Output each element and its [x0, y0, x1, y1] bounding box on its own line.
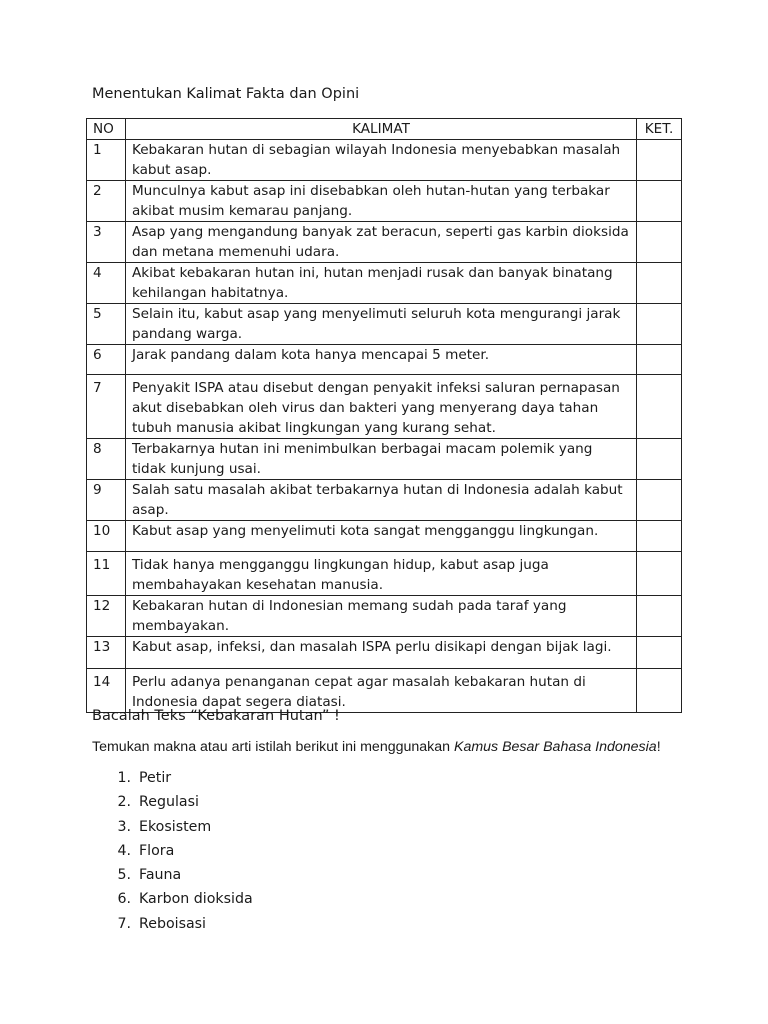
row-number: 6: [87, 345, 126, 375]
row-sentence: Terbakarnya hutan ini menimbulkan berbagai macam polemik yang tidak kunjung usai.: [125, 439, 636, 480]
row-number: 7: [87, 375, 126, 439]
kbbi-instruction-end: !: [656, 739, 661, 755]
row-ket-cell[interactable]: [637, 596, 682, 637]
row-sentence: Kebakaran hutan di Indonesian memang sudah pada taraf yang membayakan.: [125, 596, 636, 637]
list-item: [92, 891, 253, 915]
list-item: [92, 867, 253, 891]
table-row: [87, 375, 682, 439]
list-item: [92, 916, 253, 940]
table-row: [87, 669, 682, 713]
row-ket-cell[interactable]: [637, 375, 682, 439]
row-number: 8: [87, 439, 126, 480]
list-item-number: 3.: [117, 818, 131, 835]
list-item-number: 6.: [117, 891, 131, 908]
row-sentence: Jarak pandang dalam kota hanya mencapai 5 meter.: [125, 345, 636, 375]
list-item-label: Reboisasi: [139, 915, 206, 932]
row-number: 2: [87, 181, 126, 222]
row-sentence: Tidak hanya mengganggu lingkungan hidup, kabut asap juga membahayakan kesehatan manusia.: [125, 552, 636, 596]
table-row: [87, 304, 682, 345]
row-ket-cell[interactable]: [637, 552, 682, 596]
header-no: NO: [87, 119, 126, 140]
row-ket-cell[interactable]: [637, 263, 682, 304]
list-item: [92, 794, 253, 818]
table-row: [87, 552, 682, 596]
list-item-label: Regulasi: [139, 794, 199, 811]
row-number: 14: [87, 669, 126, 713]
row-sentence: Kabut asap, infeksi, dan masalah ISPA perlu disikapi dengan bijak lagi.: [125, 637, 636, 669]
fact-opinion-table: [86, 118, 682, 713]
row-number: 11: [87, 552, 126, 596]
list-item: [92, 843, 253, 867]
table-row: [87, 222, 682, 263]
row-ket-cell[interactable]: [637, 345, 682, 375]
row-ket-cell[interactable]: [637, 480, 682, 521]
list-item-number: 4.: [117, 842, 131, 859]
list-item: [92, 770, 253, 794]
row-number: 1: [87, 140, 126, 181]
table-row: [87, 521, 682, 552]
list-item-label: Fauna: [139, 867, 182, 884]
list-item-label: Flora: [139, 842, 175, 859]
list-item-number: 5.: [117, 867, 131, 884]
row-ket-cell[interactable]: [637, 439, 682, 480]
row-number: 9: [87, 480, 126, 521]
row-ket-cell[interactable]: [637, 637, 682, 669]
row-ket-cell[interactable]: [637, 521, 682, 552]
row-number: 4: [87, 263, 126, 304]
kbbi-instruction: [92, 739, 661, 755]
list-item-label: Petir: [139, 770, 172, 786]
table-row: [87, 181, 682, 222]
table-row: [87, 480, 682, 521]
row-sentence: Kebakaran hutan di sebagian wilayah Indonesia menyebabkan masalah kabut asap.: [125, 140, 636, 181]
row-sentence: Kabut asap yang menyelimuti kota sangat mengganggu lingkungan.: [125, 521, 636, 552]
table-row: [87, 637, 682, 669]
list-item-number: 2.: [117, 794, 131, 811]
page-title: Menentukan Kalimat Fakta dan Opini: [92, 86, 360, 102]
list-item-number: 7.: [117, 915, 131, 932]
reading-instruction: Bacalah Teks “Kebakaran Hutan” !: [92, 708, 340, 724]
row-ket-cell[interactable]: [637, 222, 682, 263]
row-number: 10: [87, 521, 126, 552]
row-ket-cell[interactable]: [637, 140, 682, 181]
kbbi-instruction-text: Temukan makna atau arti istilah berikut ini menggunakan: [92, 739, 454, 755]
row-ket-cell[interactable]: [637, 669, 682, 713]
row-sentence: Penyakit ISPA atau disebut dengan penyakit infeksi saluran pernapasan akut disebabkan oleh virus dan bakteri yang menyerang daya tahan tubuh manusia akibat lingkungan yang kurang sehat.: [125, 375, 636, 439]
table-row: [87, 140, 682, 181]
table-row: [87, 345, 682, 375]
table-header-row: [87, 119, 682, 140]
kbbi-title: Kamus Besar Bahasa Indonesia: [453, 739, 657, 755]
list-item-label: Karbon dioksida: [139, 891, 253, 908]
row-sentence: Selain itu, kabut asap yang menyelimuti seluruh kota mengurangi jarak pandang warga.: [125, 304, 636, 345]
header-ket: KET.: [637, 119, 682, 140]
row-sentence: Munculnya kabut asap ini disebabkan oleh hutan-hutan yang terbakar akibat musim kemarau panjang.: [125, 181, 636, 222]
row-sentence: Perlu adanya penanganan cepat agar masalah kebakaran hutan di Indonesia dapat segera diatasi.: [125, 669, 636, 713]
table-row: [87, 439, 682, 480]
table-row: [87, 596, 682, 637]
list-item-number: 1.: [117, 770, 131, 786]
row-sentence: Salah satu masalah akibat terbakarnya hutan di Indonesia adalah kabut asap.: [125, 480, 636, 521]
row-number: 5: [87, 304, 126, 345]
row-ket-cell[interactable]: [637, 304, 682, 345]
row-number: 12: [87, 596, 126, 637]
row-sentence: Asap yang mengandung banyak zat beracun, seperti gas karbin dioksida dan metana memenuhi udara.: [125, 222, 636, 263]
table-row: [87, 263, 682, 304]
row-number: 13: [87, 637, 126, 669]
terms-list: [92, 770, 253, 940]
row-ket-cell[interactable]: [637, 181, 682, 222]
header-kalimat: KALIMAT: [125, 119, 636, 140]
list-item: [92, 819, 253, 843]
row-number: 3: [87, 222, 126, 263]
row-sentence: Akibat kebakaran hutan ini, hutan menjadi rusak dan banyak binatang kehilangan habitatnya.: [125, 263, 636, 304]
list-item-label: Ekosistem: [139, 818, 212, 835]
